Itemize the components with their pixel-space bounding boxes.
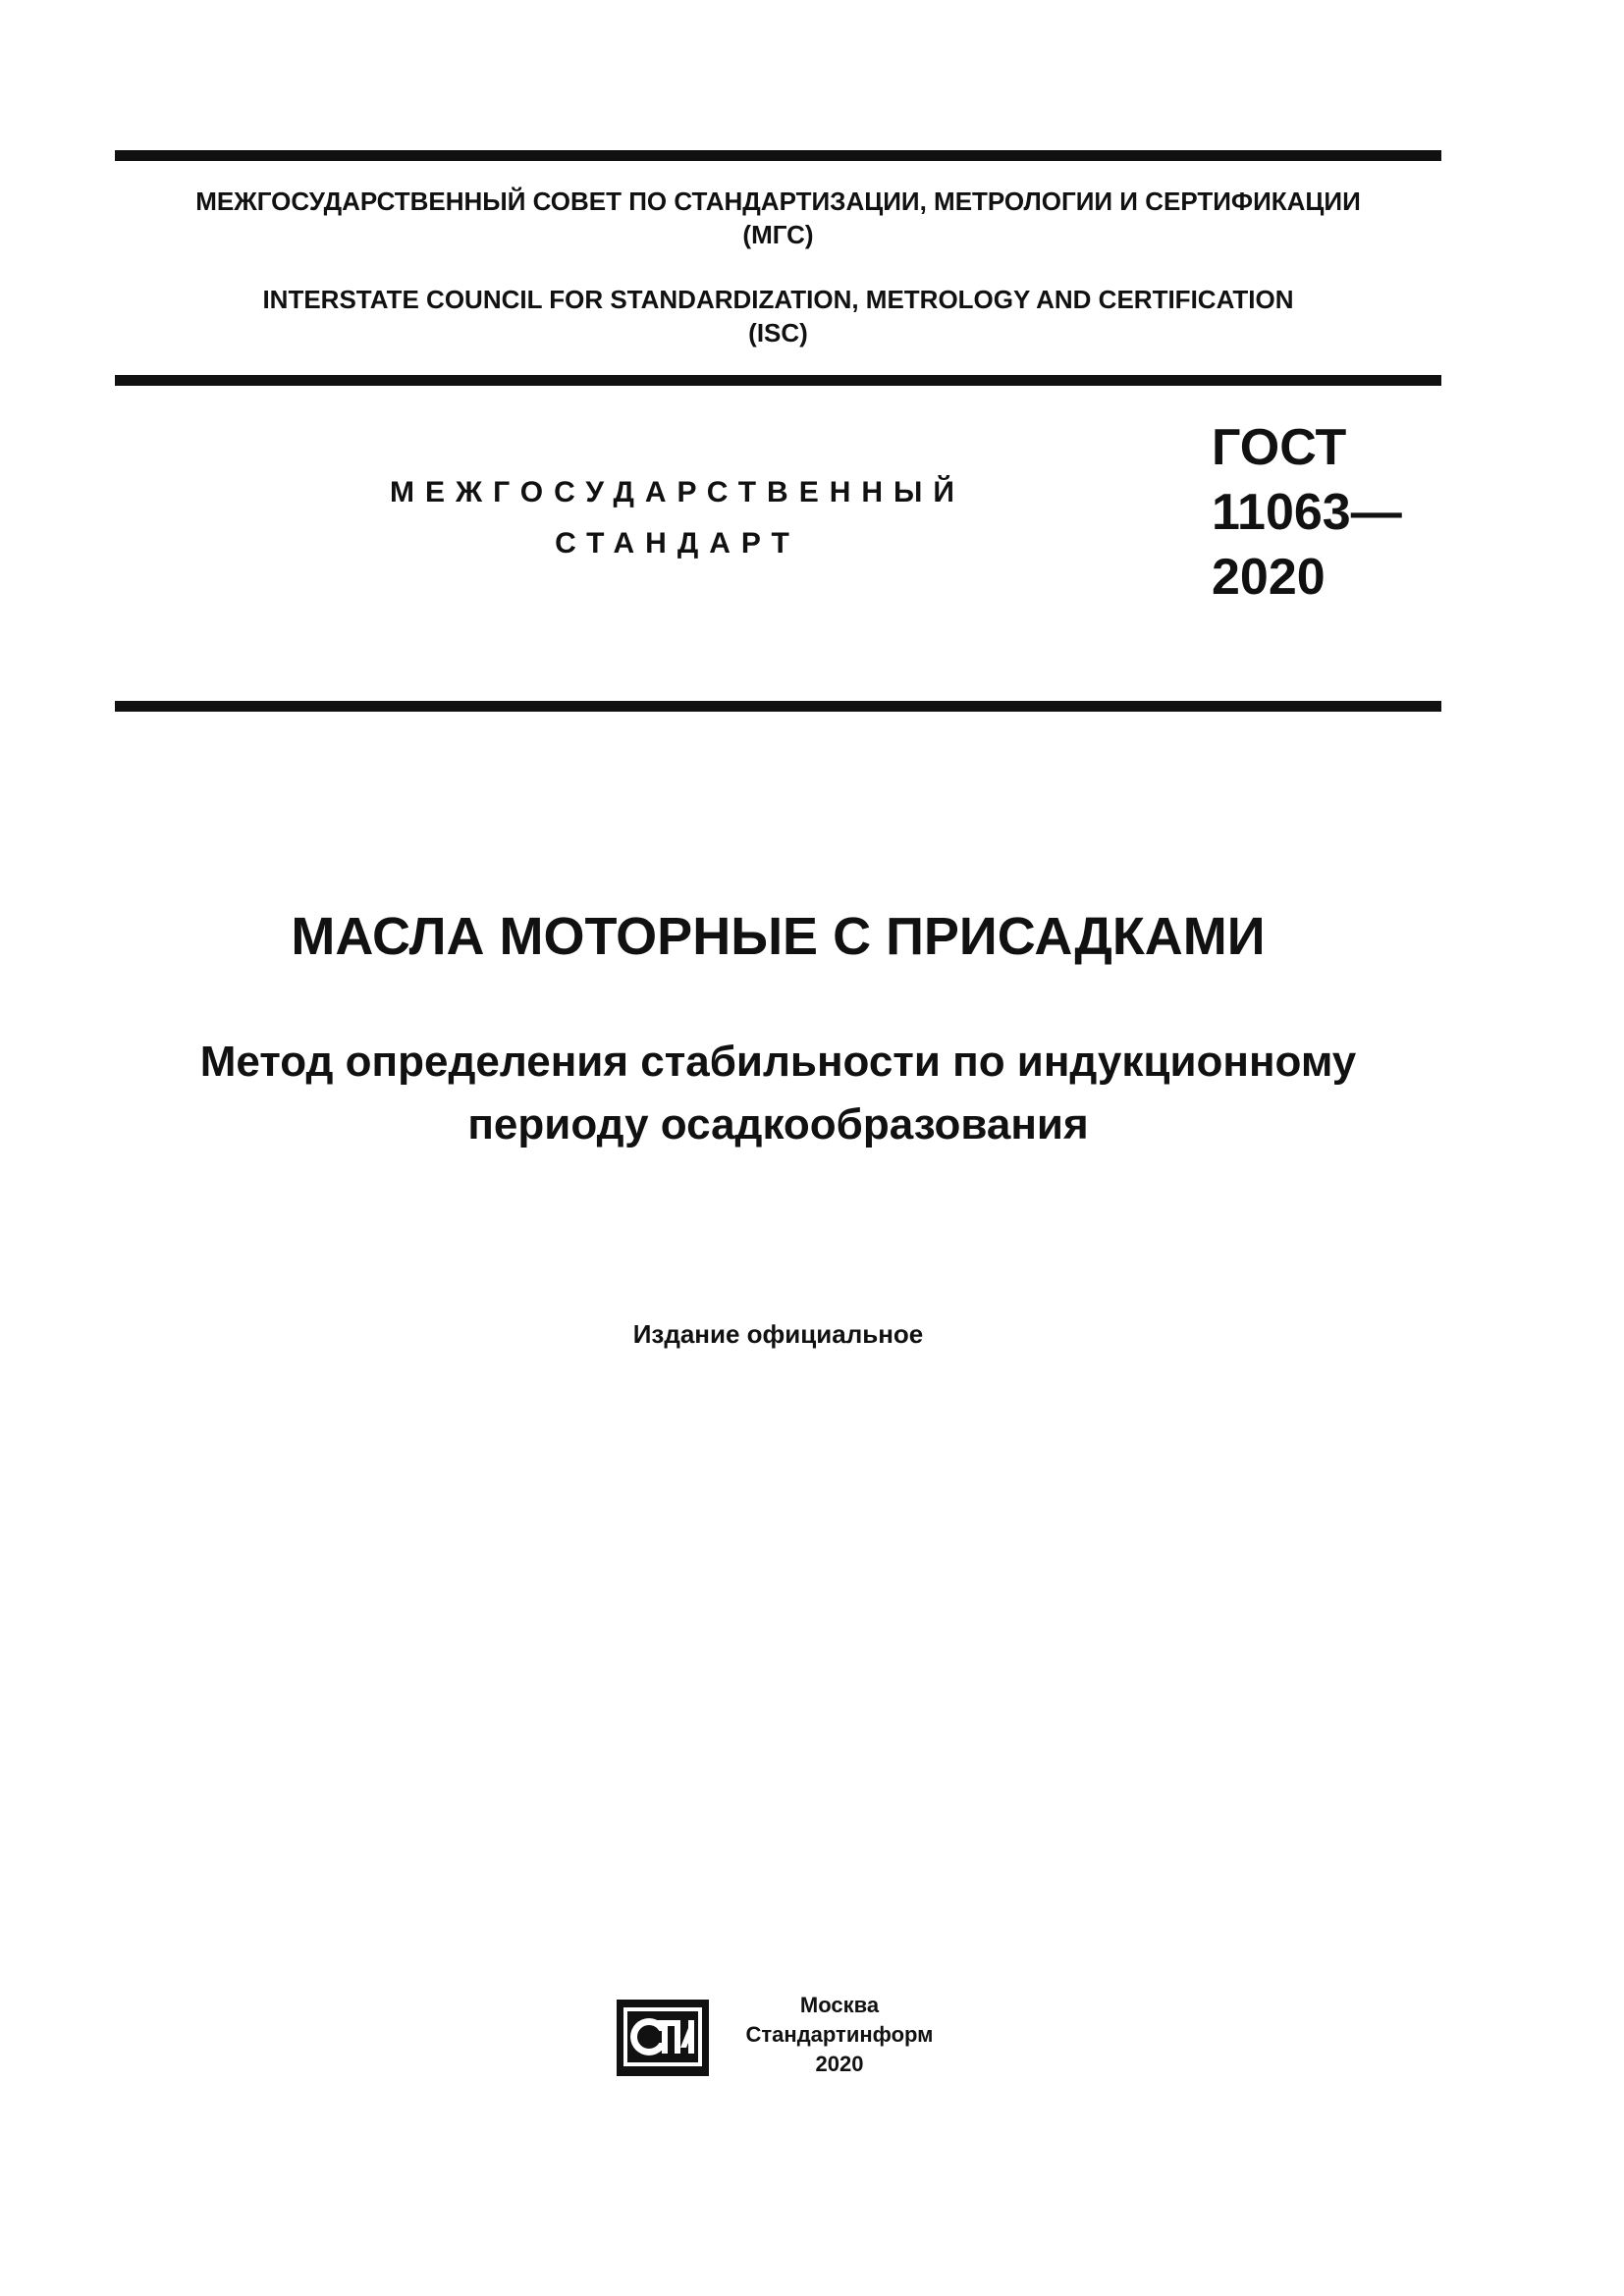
bottom-rule bbox=[115, 701, 1441, 712]
document-subtitle-line1: Метод определения стабильности по индукционному bbox=[199, 1038, 1357, 1086]
council-name-ru-line2: (МГС) bbox=[742, 220, 814, 249]
edition-note: Издание официальное bbox=[632, 1319, 924, 1349]
gost-number: 11063— bbox=[1212, 484, 1402, 541]
document-subtitle bbox=[98, 1031, 1458, 1156]
standartinform-logo-icon bbox=[616, 1999, 710, 2077]
gost-label: ГОСТ bbox=[1212, 419, 1347, 476]
standard-kind-line2: СТАНДАРТ bbox=[555, 527, 800, 560]
council-name-en-line2: (ISC) bbox=[748, 318, 808, 347]
top-rule bbox=[115, 150, 1441, 161]
publisher-city: Москва bbox=[799, 1993, 880, 2017]
publisher-imprint bbox=[727, 1991, 952, 2079]
council-name-en-line1: INTERSTATE COUNCIL FOR STANDARDIZATION, METROLOGY AND CERTIFICATION bbox=[262, 285, 1294, 314]
document-title: МАСЛА МОТОРНЫЕ С ПРИСАДКАМИ bbox=[291, 907, 1266, 966]
publisher-name: Стандартинформ bbox=[745, 2022, 934, 2047]
document-subtitle-line2: периоду осадкообразования bbox=[467, 1100, 1089, 1148]
council-name-ru bbox=[115, 185, 1441, 251]
standard-kind bbox=[334, 467, 1021, 569]
council-name-en bbox=[115, 283, 1441, 349]
gost-year: 2020 bbox=[1212, 549, 1326, 606]
council-name-ru-line1: МЕЖГОСУДАРСТВЕННЫЙ СОВЕТ ПО СТАНДАРТИЗАЦИИ, МЕТРОЛОГИИ И СЕРТИФИКАЦИИ bbox=[195, 187, 1361, 216]
publisher-year: 2020 bbox=[815, 2052, 864, 2076]
standard-kind-line1: МЕЖГОСУДАРСТВЕННЫЙ bbox=[390, 476, 965, 508]
middle-rule bbox=[115, 375, 1441, 386]
gost-designation bbox=[1212, 415, 1402, 610]
